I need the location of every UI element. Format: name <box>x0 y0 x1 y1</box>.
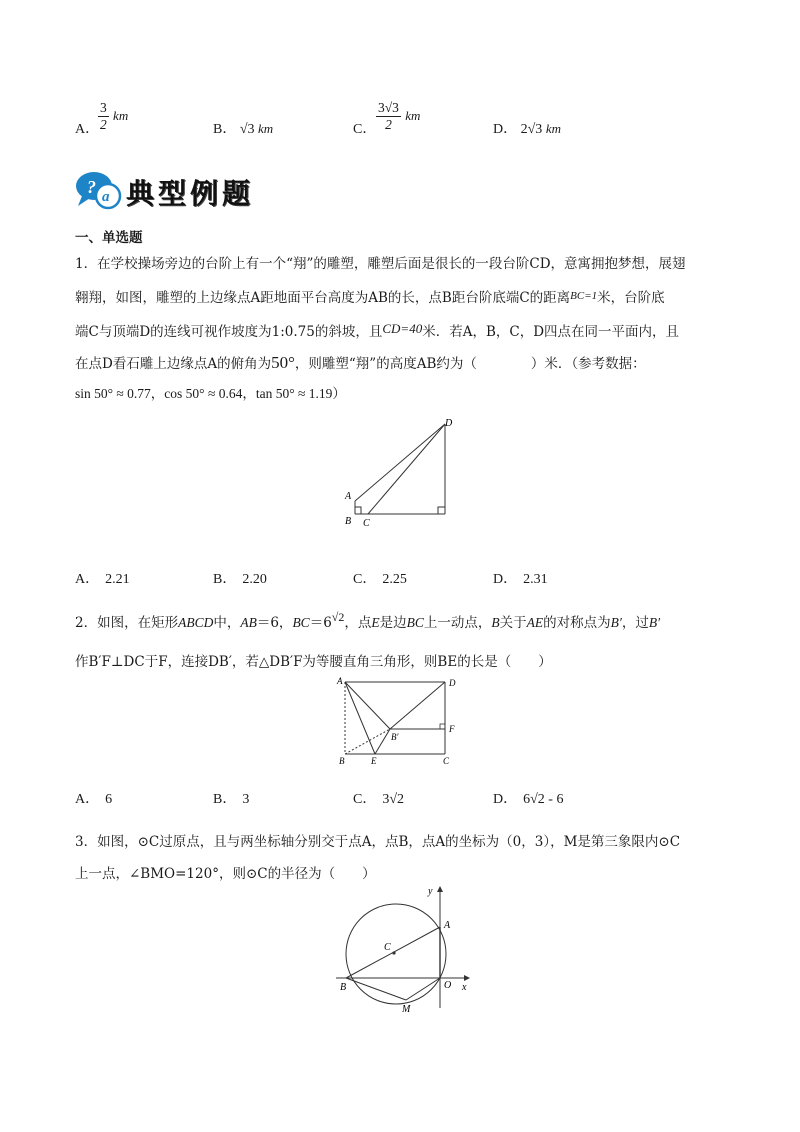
q1-option-d-label: D． <box>493 572 518 587</box>
q1-line-4b: ，则雕塑“翔”的高度AB约为（ ）米．（参考数据： <box>294 356 646 372</box>
q3-line-2: 上一点，∠BMO=120°，则⊙C的半径为（ ） <box>75 866 376 882</box>
q3-figure <box>330 880 480 1020</box>
prev-option-a-label: A． <box>75 122 100 137</box>
q2-ae: AE <box>526 615 544 630</box>
prev-option-a-den: 2 <box>100 117 107 132</box>
q1-option-b-value: 2.20 <box>242 572 267 587</box>
q3-label-m: M <box>402 1004 411 1015</box>
q1-line-3a: 端C与顶端D的连线可视作坡度为1:0.75的斜坡，且 <box>75 324 383 340</box>
q2-text-1c: ＝6， <box>256 615 293 631</box>
q2-text-1j: ，过 <box>621 615 649 631</box>
q1-bc-expr: BC=1 <box>570 290 598 302</box>
q1-option-d-value: 2.31 <box>523 572 548 587</box>
section-banner <box>72 168 255 212</box>
q2-e: E <box>371 615 380 630</box>
q2-label-b: B <box>339 756 345 766</box>
q1-line-4 <box>75 352 646 373</box>
q2-label-c: C <box>443 756 450 766</box>
prev-option-c-num: 3√3 <box>378 100 399 115</box>
q2-sqrt: √2 <box>331 610 345 624</box>
q1-line-2 <box>75 286 665 306</box>
q1-label-b: B <box>345 516 352 527</box>
prev-option-c-unit: km <box>405 108 421 123</box>
prev-option-d <box>493 118 561 138</box>
svg-text:?: ? <box>87 177 96 197</box>
q2-text-1h: 关于 <box>499 615 527 631</box>
q1-option-c-value: 2.25 <box>382 572 407 587</box>
q2-option-d-value: 6√2 - 6 <box>523 792 564 807</box>
q2-text-1a: 2．如图，在矩形 <box>75 615 179 631</box>
banner-title: 典型例题 <box>126 177 255 210</box>
q1-line-4a: 在点D看石雕上边缘点A的俯角为 <box>75 356 272 372</box>
q2-label-e: E <box>371 756 377 766</box>
prev-option-b <box>213 118 273 138</box>
prev-option-c-label: C． <box>353 122 377 137</box>
prev-option-b-label: B． <box>213 122 237 137</box>
q1-line-1: 1．在学校操场旁边的台阶上有一个“翔”的雕塑，雕塑后面是很长的一段台阶CD，意寓拥抱梦想，展翅 <box>75 256 686 272</box>
q2-b-prime: B′ <box>610 615 622 630</box>
q2-option-c-value: 3√2 <box>382 792 405 807</box>
prev-option-a <box>75 118 99 138</box>
q1-line-3 <box>75 320 679 340</box>
q2-option-a-value: 6 <box>105 792 113 807</box>
q2-text-1d: ＝6 <box>309 615 332 631</box>
q2-option-c-label: C． <box>353 792 377 807</box>
q1-option-d <box>493 568 548 588</box>
q1-angle: 50° <box>271 353 295 372</box>
q2-b: B <box>491 615 500 630</box>
q3-line-1: 3．如图，⊙C过原点，且与两坐标轴分别交于点A，点B，点A的坐标为（0，3），M是第三象限内⊙C <box>75 834 681 850</box>
q3-label-o: O <box>444 980 452 991</box>
prev-option-d-label: D． <box>493 122 518 137</box>
q2-line-1 <box>75 610 660 631</box>
prev-option-b-unit: km <box>258 121 274 136</box>
q1-option-b <box>213 568 267 588</box>
q2-option-a-label: A． <box>75 792 100 807</box>
banner-icon-letter: a <box>102 189 110 205</box>
q2-label-f: F <box>449 724 455 734</box>
section-title: 一、单选题 <box>75 230 143 246</box>
q1-line-5: sin 50° ≈ 0.77，cos 50° ≈ 0.64，tan 50° ≈ 1.19） <box>75 386 346 401</box>
q3-label-a: A <box>444 920 451 931</box>
q2-label-d: D <box>449 678 456 688</box>
q1-option-a <box>75 568 130 588</box>
q2-label-b-prime: B′ <box>391 732 399 742</box>
q1-cd-expr: CD=40 <box>382 321 423 336</box>
q1-option-a-label: A． <box>75 572 100 587</box>
question-bubble-icon <box>72 168 124 212</box>
q2-text-1f: 是边 <box>379 615 407 631</box>
prev-option-a-num: 3 <box>100 100 107 115</box>
q1-line-2b: 米，台阶底 <box>597 290 665 306</box>
q2-text-1g: 上一动点， <box>423 615 492 631</box>
q2-b-prime-2: B′ <box>648 615 661 630</box>
q1-label-a: A <box>345 491 352 502</box>
prev-option-b-value: √3 <box>239 122 255 137</box>
q3-label-c: C <box>384 942 391 953</box>
q2-option-b-label: B． <box>213 792 237 807</box>
q2-label-a: A <box>337 676 343 686</box>
q1-figure <box>335 412 465 532</box>
q1-label-c: C <box>363 518 370 529</box>
q2-option-c <box>353 788 404 808</box>
prev-option-c-fraction <box>376 100 420 133</box>
prev-option-c <box>353 118 376 138</box>
q2-option-d-label: D． <box>493 792 518 807</box>
q2-option-d <box>493 788 563 808</box>
q3-label-b: B <box>340 982 347 993</box>
q2-bc-2: BC <box>406 615 424 630</box>
prev-option-d-unit: km <box>545 121 561 136</box>
q1-option-a-value: 2.21 <box>105 572 130 587</box>
q2-figure <box>333 676 463 772</box>
q2-bc: BC <box>292 615 310 630</box>
q2-text-1e: ，点 <box>344 615 372 631</box>
prev-option-c-den: 2 <box>385 117 392 132</box>
prev-option-a-unit: km <box>113 108 129 123</box>
q1-option-c <box>353 568 407 588</box>
q2-option-b-value: 3 <box>242 792 250 807</box>
q2-text-1i: 的对称点为 <box>543 615 611 631</box>
q2-text-1b: 中， <box>213 615 241 631</box>
q3-label-y: y <box>428 886 433 897</box>
q2-line-2: 作B′F⊥DC于F，连接DB′，若△DB′F为等腰直角三角形，则BE的长是（ ） <box>75 654 552 670</box>
q1-line-3b: 米．若A，B，C，D四点在同一平面内，且 <box>422 324 680 340</box>
prev-option-a-fraction <box>98 100 128 133</box>
q2-option-a <box>75 788 112 808</box>
q1-option-c-label: C． <box>353 572 377 587</box>
q2-option-b <box>213 788 249 808</box>
prev-option-d-value: 2√3 <box>520 122 543 137</box>
q1-option-b-label: B． <box>213 572 237 587</box>
q2-ab: AB <box>240 615 257 630</box>
q1-label-d: D <box>445 418 453 429</box>
q2-abcd: ABCD <box>178 615 214 630</box>
q3-label-x: x <box>462 982 467 993</box>
q1-line-2a: 翱翔，如图，雕塑的上边缘点A距地面平台高度为AB的长，点B距台阶底端C的距离 <box>75 290 571 306</box>
